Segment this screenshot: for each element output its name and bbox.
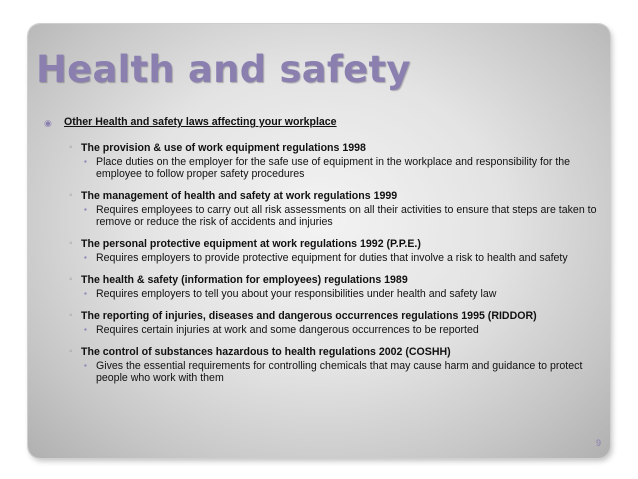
regulation-detail: Gives the essential requirements for controlling chemicals that may cause harm and guidance to protect people who work with them xyxy=(96,360,583,384)
level2-bullet-icon: ◦ xyxy=(69,190,73,201)
level3-bullet-icon: ▪ xyxy=(84,157,87,166)
slide-title: Health and safety xyxy=(36,48,411,91)
regulation-heading-row xyxy=(44,142,604,154)
regulation-detail-row xyxy=(44,288,604,300)
regulation-heading-row xyxy=(44,238,604,250)
regulation-detail: Requires employers to tell you about your responsibilities under health and safety law xyxy=(96,288,497,300)
regulation-heading-row xyxy=(44,310,604,322)
regulation-item xyxy=(44,190,604,228)
level3-bullet-icon: ▪ xyxy=(84,361,87,370)
regulation-item xyxy=(44,274,604,300)
regulation-heading: The personal protective equipment at work regulations 1992 (P.P.E.) xyxy=(81,238,421,250)
regulation-heading-row xyxy=(44,274,604,286)
level3-bullet-icon: ▪ xyxy=(84,325,87,334)
regulation-item xyxy=(44,142,604,180)
regulation-heading: The reporting of injuries, diseases and dangerous occurrences regulations 1995 (RIDDOR) xyxy=(81,310,537,322)
level3-bullet-icon: ▪ xyxy=(84,253,87,262)
level2-bullet-icon: ◦ xyxy=(69,274,73,285)
regulation-item xyxy=(44,346,604,384)
level2-bullet-icon: ◦ xyxy=(69,346,73,357)
regulation-item xyxy=(44,238,604,264)
regulation-detail-row xyxy=(44,252,604,264)
intro-bullet xyxy=(44,116,604,128)
regulation-heading: The management of health and safety at work regulations 1999 xyxy=(81,190,398,202)
regulation-detail: Requires certain injuries at work and some dangerous occurrences to be reported xyxy=(96,324,479,336)
regulation-detail: Requires employers to provide protective equipment for duties that involve a risk to health and safety xyxy=(96,252,568,264)
level1-bullet-icon: ◉ xyxy=(44,118,52,128)
level2-bullet-icon: ◦ xyxy=(69,310,73,321)
regulation-detail-row xyxy=(44,204,604,228)
level2-bullet-icon: ◦ xyxy=(69,238,73,249)
regulation-detail-row xyxy=(44,324,604,336)
slide-content xyxy=(44,116,604,394)
regulation-heading: The provision & use of work equipment regulations 1998 xyxy=(81,142,366,154)
regulation-item xyxy=(44,310,604,336)
regulation-detail: Place duties on the employer for the safe use of equipment in the workplace and responsibility for the employee to follow proper safety procedures xyxy=(96,156,571,180)
page-number: 9 xyxy=(596,438,602,448)
regulation-heading: The control of substances hazardous to health regulations 2002 (COSHH) xyxy=(81,346,451,358)
regulation-heading: The health & safety (information for employees) regulations 1989 xyxy=(81,274,408,286)
regulation-detail-row xyxy=(44,156,604,180)
regulation-heading-row xyxy=(44,346,604,358)
regulation-heading-row xyxy=(44,190,604,202)
intro-text: Other Health and safety laws affecting your workplace xyxy=(64,116,337,128)
level2-bullet-icon: ◦ xyxy=(69,142,73,153)
level3-bullet-icon: ▪ xyxy=(84,205,87,214)
regulation-detail-row xyxy=(44,360,604,384)
level3-bullet-icon: ▪ xyxy=(84,289,87,298)
regulation-detail: Requires employees to carry out all risk assessments on all their activities to ensure that steps are taken to remove or reduce the risk of accidents and injuries xyxy=(96,204,597,228)
